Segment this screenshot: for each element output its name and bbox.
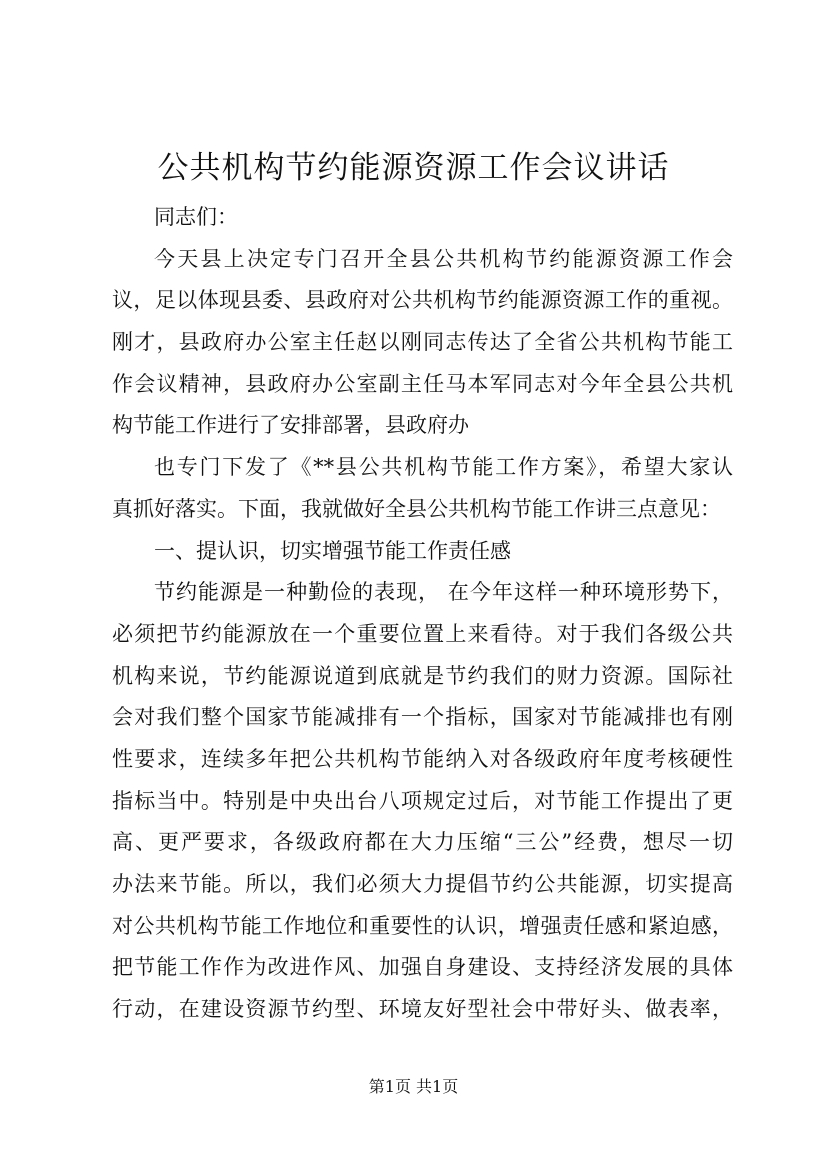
text-line: 行动，在建设资源节约型、环境友好型社会中带好头、做表率， <box>112 997 733 1022</box>
text-line: 办法来节能。所以，我们必须大力提倡节约公共能源，切实提高 <box>112 872 733 896</box>
text-line: 议，足以体现县委、县政府对公共机构节约能源资源工作的重视。 <box>112 288 733 313</box>
text-line: 今天县上决定专门召开全县公共机构节约能源资源工作会 <box>154 246 733 271</box>
text-line: 对公共机构节能工作地位和重要性的认识，增强责任感和紧迫感， <box>112 913 733 938</box>
text-line: 机构来说，节约能源说道到底就是节约我们的财力资源。国际社 <box>112 663 733 688</box>
text-line: 真抓好落实。下面，我就做好全县公共机构节能工作讲三点意见： <box>112 496 721 521</box>
text-line: 也专门下发了《**县公共机构节能工作方案》，希望大家认 <box>154 455 733 480</box>
page-footer: 第1页 共1页 <box>368 1077 459 1096</box>
text-line: 把节能工作作为改进作风、加强自身建设、支持经济发展的具体 <box>112 955 733 980</box>
text-line: 刚才，县政府办公室主任赵以刚同志传达了全省公共机构节能工 <box>112 330 733 355</box>
text-line: 作会议精神，县政府办公室副主任马本军同志对今年全县公共机 <box>112 371 733 396</box>
text-line: 高、更严要求，各级政府都在大力压缩“三公”经费，想尽一切 <box>112 830 733 855</box>
document-title: 公共机构节约能源资源工作会议讲话 <box>157 150 670 186</box>
text-line: 一、提认识，切实增强节能工作责任感 <box>154 538 511 563</box>
document-body <box>112 199 733 1033</box>
text-line: 同志们： <box>154 205 238 229</box>
text-line: 构节能工作进行了安排部署，县政府办 <box>112 413 469 438</box>
text-line: 性要求，连续多年把公共机构节能纳入对各级政府年度考核硬性 <box>112 746 733 771</box>
text-line: 必须把节约能源放在一个重要位置上来看待。对于我们各级公共 <box>112 621 733 646</box>
text-line: 指标当中。特别是中央出台八项规定过后，对节能工作提出了更 <box>112 788 733 813</box>
text-line: 会对我们整个国家节能减排有一个指标，国家对节能减排也有刚 <box>112 705 733 730</box>
text-line: 节约能源是一种勤俭的表现， 在今年这样一种环境形势下， <box>154 580 733 605</box>
